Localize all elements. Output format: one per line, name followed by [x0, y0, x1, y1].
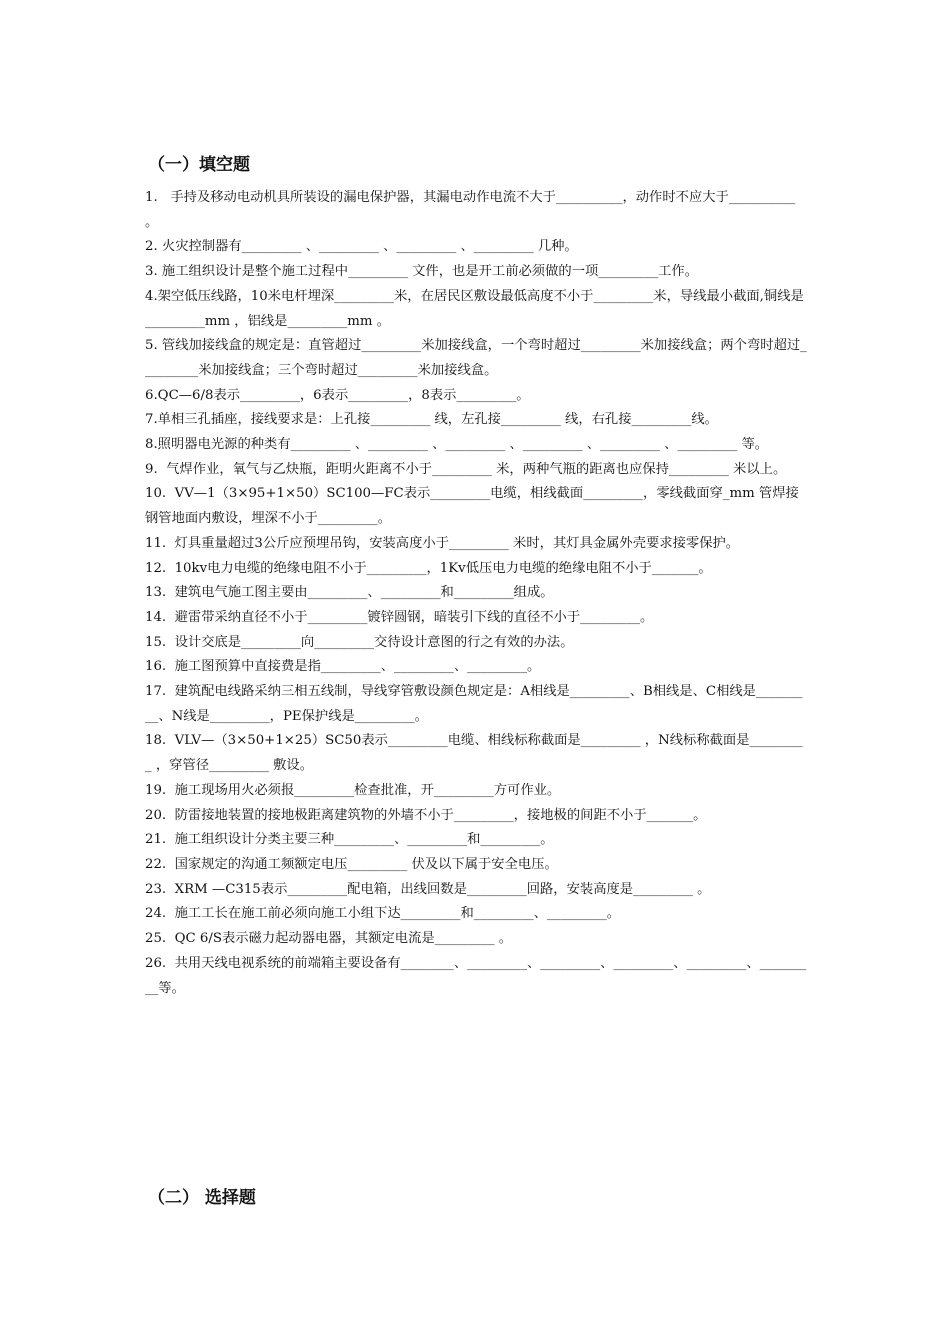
question-item: 26. 共用天线电视系统的前端箱主要设备有________、_________、_________、_________、_________、_________等。	[145, 955, 807, 996]
question-item: 2. 火灾控制器有_________ 、_________ 、_________ 、_________ 几种。	[145, 239, 578, 255]
question-item: 11. 灯具重量超过3公斤应预埋吊钩，安装高度小于_________ 米时，其灯具金属外壳要求接零保护。	[145, 535, 740, 551]
section-title-fill-in: （一）填空题	[148, 155, 250, 175]
question-item: 7.单相三孔插座，接线要求是：上孔接_________ 线，左孔接_________ 线，右孔接_________线。	[145, 412, 718, 428]
question-item: 8.照明器电光源的种类有_________ 、_________ 、_________ 、_________ 、_________ 、_________ 等。	[145, 437, 769, 453]
question-item: 17. 建筑配电线路采纳三相五线制，导线穿管敷设颜色规定是：A相线是_________、B相线是、C相线是_________、N线是_________，PE保护线是_________。	[145, 684, 803, 724]
question-item: 14. 避雷带采纳直径不小于_________镀锌圆钢，暗装引下线的直径不小于_________。	[145, 609, 654, 625]
question-item: 16. 施工图预算中直接费是指_________、_________、_________。	[145, 659, 541, 675]
question-item: 18. VLV—（3×50+1×25）SC50表示_________电缆、相线标称截面是_________ ，N线标称截面是_________ ，穿管径_________ 敷设。	[145, 733, 803, 774]
question-item: 10. VV—1（3×95+1×50）SC100—FC表示_________电缆，相线截面_________，零线截面穿_mm 管焊接钢管地面内敷设，埋深不小于_________。	[145, 486, 799, 527]
question-item: 19. 施工现场用火必须报_________检查批准，开_________方可作业。	[145, 782, 561, 798]
question-item: 24. 施工工长在施工前必须向施工小组下达_________和_________、_________。	[145, 906, 621, 922]
question-item: 15. 设计交底是_________向_________交待设计意图的行之有效的办法。	[145, 634, 574, 650]
question-item: 1. 手持及移动电动机具所装设的漏电保护器，其漏电动作电流不大于__________，动作时不应大于__________ 。	[145, 190, 800, 230]
question-item: 12. 10kv电力电缆的绝缘电阻不小于_________，1Kv低压电力电缆的绝缘电阻不小于_______。	[145, 560, 712, 576]
question-item: 23. XRM —C315表示_________配电箱，出线回数是_________回路，安装高度是_________ 。	[145, 881, 711, 897]
question-item: 5. 管线加接线盒的规定是：直管超过_________米加接线盒，一个弯时超过_________米加接线盒；两个弯时超过_________米加接线盒；三个弯时超过_________米加接线盒。	[145, 338, 807, 378]
question-list	[145, 186, 807, 1001]
question-item: 9. 气焊作业，氧气与乙炔瓶，距明火距离不小于_________ 米，两种气瓶的距离也应保持_________ 米以上。	[145, 461, 787, 477]
question-item: 4.架空低压线路，10米电杆埋深_________米，在居民区敷设最低高度不小于_________米，导线最小截面,铜线是_________mm ，铝线是_________mm 。	[145, 288, 804, 329]
question-item: 6.QC—6/8表示_________，6表示_________，8表示_________。	[145, 387, 530, 403]
question-item: 20. 防雷接地装置的接地极距离建筑物的外墙不小于_________，接地极的间距不小于_______。	[145, 807, 707, 823]
question-item: 25. QC 6/S表示磁力起动器电器，其额定电流是_________ 。	[145, 931, 513, 947]
question-item: 21. 施工组织设计分类主要三种_________、_________和_________。	[145, 832, 554, 848]
question-item: 3. 施工组织设计是整个施工过程中_________ 文件，也是开工前必须做的一项_________工作。	[145, 264, 699, 280]
question-item: 13. 建筑电气施工图主要由_________、_________和_________组成。	[145, 585, 554, 601]
question-item: 22. 国家规定的沟通工频额定电压_________ 伏及以下属于安全电压。	[145, 856, 558, 872]
section-title-multiple-choice: （二） 选择题	[148, 1188, 256, 1208]
